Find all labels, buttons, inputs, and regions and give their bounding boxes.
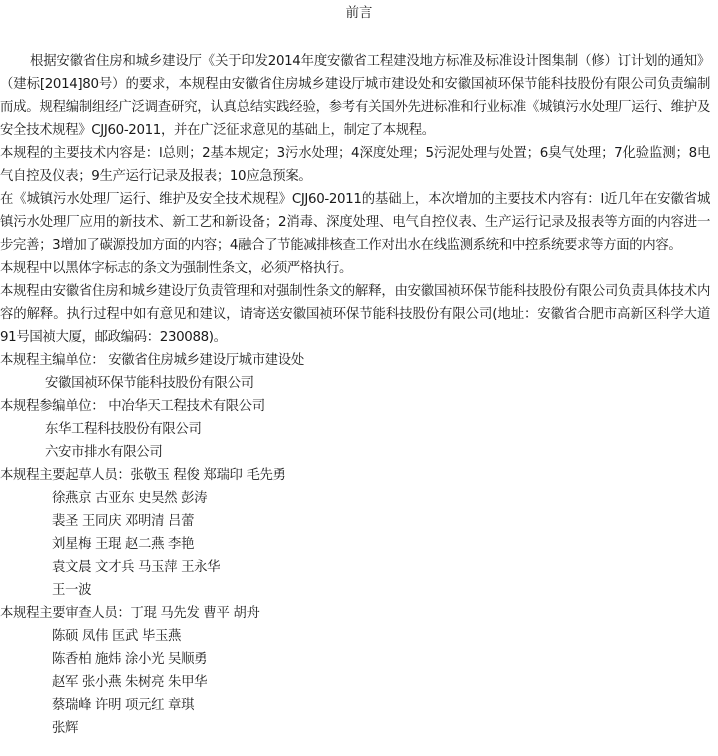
- reviewer-names: 张辉: [52, 721, 79, 736]
- reviewer-names: 赵军 张小燕 朱树亮 朱甲华: [52, 675, 208, 690]
- drafters-section: [0, 464, 710, 602]
- participant-units-line: [0, 395, 710, 418]
- editor-unit: 安徽省住房城乡建设厅城市建设处: [108, 353, 304, 368]
- participant-units-label: 本规程参编单位：: [0, 399, 105, 414]
- editor-units-label: 本规程主编单位：: [0, 353, 105, 368]
- drafter-names: 裴圣 王同庆 邓明清 吕蕾: [52, 514, 195, 529]
- editor-units-section: [0, 349, 710, 395]
- participant-unit: 中冶华天工程技术有限公司: [108, 399, 265, 414]
- reviewer-names: 陈香柏 施炜 涂小光 吴顺勇: [52, 652, 208, 667]
- paragraph-technical-contents: 本规程的主要技术内容是：l总则；2基本规定；3污水处理；4深度处理；5污泥处理与处置；6臭气处理；7化验监测；8电气自控及仪表；9生产运行记录及报表；10应急预案。: [0, 146, 710, 184]
- reviewers-section: [0, 602, 710, 740]
- participant-unit: 东华工程科技股份有限公司: [45, 422, 202, 437]
- drafters-line: [0, 464, 710, 487]
- editor-unit: 安徽国祯环保节能科技股份有限公司: [45, 376, 254, 391]
- paragraph-additions: 在《城镇污水处理厂运行、维护及安全技术规程》CJJ60-2011的基础上，本次增加的主要技术内容有：l近几年在安徽省城镇污水处理厂应用的新技术、新工艺和新设备；2消毒、深度处理、电气自控仪表、生产运行记录及报表等方面的内容进一步完善；3增加了碳源投加方面的内容；4融合了节能减排核查工作对出水在线监测系统和中控系统要求等方面的内容。: [0, 192, 710, 253]
- page-title: 前言: [345, 6, 373, 21]
- document-body: [0, 50, 710, 740]
- drafter-names: 刘星梅 王琨 赵二燕 李艳: [52, 537, 195, 552]
- drafters-label: 本规程主要起草人员：: [0, 468, 131, 483]
- drafter-names: 王一波: [52, 583, 92, 598]
- reviewer-names: 陈硕 凤伟 匡武 毕玉燕: [52, 629, 182, 644]
- reviewers-line: [0, 602, 710, 625]
- reviewer-names: 蔡瑞峰 许明 项元红 章琪: [52, 698, 195, 713]
- paragraph-management: 本规程由安徽省住房和城乡建设厅负责管理和对强制性条文的解释，由安徽国祯环保节能科技股份有限公司负责具体技术内容的解释。执行过程中如有意见和建议，请寄送安徽国祯环保节能科技股份有限公司(地址：安徽省合肥市高新区科学大道91号国祯大厦，邮政编码：230088)。: [0, 284, 710, 345]
- paragraph-mandatory-clauses: 本规程中以黑体字标志的条文为强制性条文，必须严格执行。: [0, 261, 353, 276]
- participant-units-section: [0, 395, 710, 464]
- reviewers-label: 本规程主要审查人员：: [0, 606, 131, 621]
- editor-units-line: [0, 349, 710, 372]
- drafter-names: 张敬玉 程俊 郑瑞印 毛先勇: [130, 468, 286, 483]
- reviewer-names: 丁琨 马先发 曹平 胡舟: [130, 606, 260, 621]
- participant-unit: 六安市排水有限公司: [45, 445, 163, 460]
- drafter-names: 徐燕京 古亚东 史昊然 彭涛: [52, 491, 208, 506]
- drafter-names: 袁文晨 文才兵 马玉萍 王永华: [52, 560, 221, 575]
- paragraph-basis: 根据安徽省住房和城乡建设厅《关于印发2014年度安徽省工程建没地方标准及标准设计图集制（修）订计划的通知》（建标[2014]80号）的要求，本规程由安徽省住房城乡建设厅城市建设处和安徽国祯环保节能科技股份有限公司负责编制而成。规程编制组经广泛调查研究，认真总结实践经验，参考有关国外先进标准和行业标准《城镇污水处理厂运行、维护及安全技术规程》CJJ60-2011，并在广泛征求意见的基础上，制定了本规程。: [0, 54, 710, 138]
